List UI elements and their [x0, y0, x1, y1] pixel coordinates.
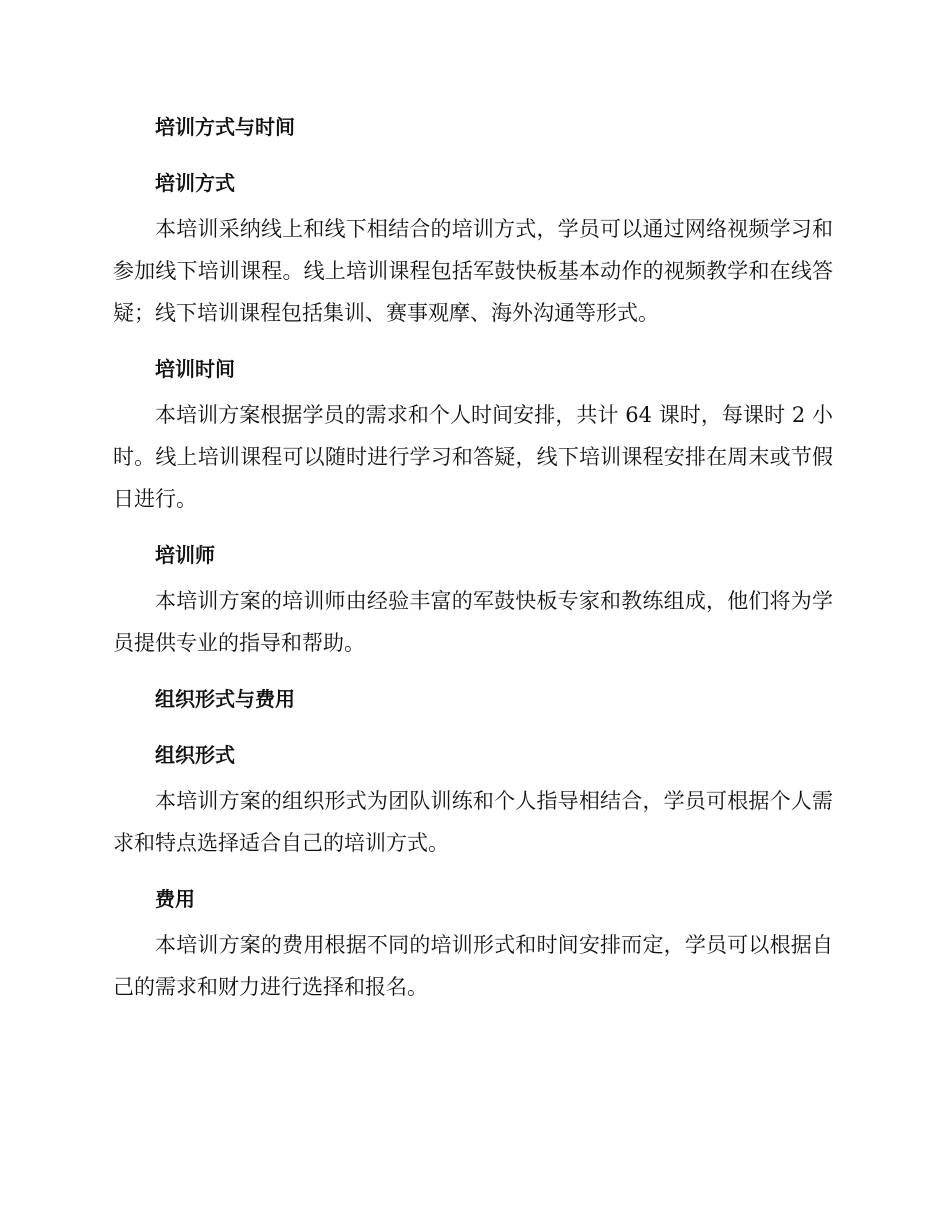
paragraph-training-time: 本培训方案根据学员的需求和个人时间安排，共计 64 课时，每课时 2 小时。线上培训课程可以随时进行学习和答疑，线下培训课程安排在周末或节假日进行。	[113, 403, 833, 511]
subsection-heading-fees: 费用	[155, 887, 195, 911]
subsection-heading-training-time: 培训时间	[155, 357, 235, 381]
paragraph-training-method: 本培训采纳线上和线下相结合的培训方式，学员可以通过网络视频学习和参加线下培训课程。线上培训课程包括军鼓快板基本动作的视频教学和在线答疑；线下培训课程包括集训、赛事观摩、海外沟通等形式。	[113, 217, 833, 325]
subsection-heading-organization-form: 组织形式	[155, 743, 235, 767]
document-body	[113, 106, 833, 1013]
subsection-heading-trainers: 培训师	[155, 543, 215, 567]
paragraph-fees: 本培训方案的费用根据不同的培训形式和时间安排而定，学员可以根据自己的需求和财力进行选择和报名。	[113, 933, 833, 999]
subsection-heading-training-method: 培训方式	[155, 171, 235, 195]
paragraph-trainers: 本培训方案的培训师由经验丰富的军鼓快板专家和教练组成，他们将为学员提供专业的指导和帮助。	[113, 589, 833, 655]
paragraph-organization-form: 本培训方案的组织形式为团队训练和个人指导相结合，学员可根据个人需求和特点选择适合自己的培训方式。	[113, 789, 833, 855]
section-heading-training-method-time: 培训方式与时间	[155, 115, 295, 139]
section-heading-organization-fees: 组织形式与费用	[155, 687, 295, 711]
